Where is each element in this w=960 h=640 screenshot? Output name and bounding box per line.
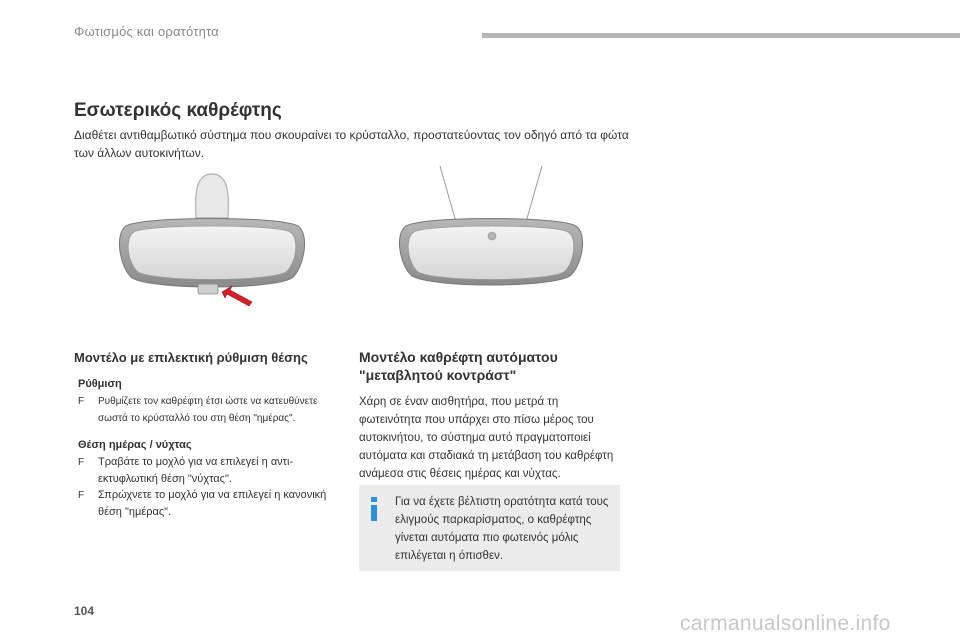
header-bar bbox=[482, 33, 960, 38]
adjust-bullet bbox=[78, 393, 344, 427]
page-number: 104 bbox=[74, 604, 95, 618]
info-icon bbox=[369, 497, 379, 521]
chapter-title: Φωτισμός και ορατότητα bbox=[74, 24, 219, 39]
auto-section-title-line2: "μεταβλητού κοντράστ" bbox=[359, 367, 517, 383]
info-box bbox=[359, 485, 620, 571]
day-text: Σπρώχνετε το μοχλό για να επιλεγεί η κανονική θέση "ημέρας". bbox=[98, 489, 327, 518]
manual-mirror-illustration bbox=[112, 168, 312, 310]
adjust-heading: Ρύθμιση bbox=[78, 378, 122, 390]
manual-section-title: Μοντέλο με επιλεκτική ρύθμιση θέσης bbox=[74, 350, 308, 365]
adjust-text: Ρυθμίζετε τον καθρέφτη έτσι ώστε να κατευθύνετε σωστά το κρύσταλλό του στη θέση "ημέρας". bbox=[98, 396, 318, 424]
night-text: Τραβάτε το μοχλό για να επιλεγεί η αντι-εκτυφλωτική θέση "νύχτας". bbox=[98, 456, 294, 485]
watermark: carmanualsonline.info bbox=[680, 612, 891, 635]
auto-mirror-illustration bbox=[396, 166, 586, 296]
bullet-marker: F bbox=[78, 490, 85, 501]
intro-text: Διαθέτει αντιθαμβωτικό σύστημα που σκουραίνει το κρύσταλλο, προστατεύοντας τον οδηγό από τα φώτα των άλλων αυτοκινήτων. bbox=[74, 128, 629, 160]
day-bullet bbox=[78, 487, 340, 521]
night-bullet bbox=[78, 454, 340, 488]
bullet-marker: F bbox=[78, 396, 85, 407]
auto-section-title-line1: Μοντέλο καθρέφτη αυτόματου bbox=[359, 349, 558, 365]
bullet-marker: F bbox=[78, 457, 85, 468]
daynight-heading: Θέση ημέρας / νύχτας bbox=[78, 439, 192, 451]
auto-description: Χάρη σε έναν αισθητήρα, που μετρά τη φωτεινότητα που υπάρχει στο πίσω μέρος του αυτοκινήτου, το σύστημα αυτό πραγματοποιεί αυτόματα και σταδιακά τη μετάβαση του καθρέφτη ανάμεσα στις θέσεις ημέρας και νύχτας. bbox=[359, 396, 614, 480]
page-title: Εσωτερικός καθρέφτης bbox=[74, 100, 282, 121]
info-text: Για να έχετε βέλτιστη ορατότητα κατά τους ελιγμούς παρκαρίσματος, ο καθρέφτης γίνεται αυτόματα πιο φωτεινός μόλις επιλέγεται η όπισθεν. bbox=[395, 496, 609, 562]
